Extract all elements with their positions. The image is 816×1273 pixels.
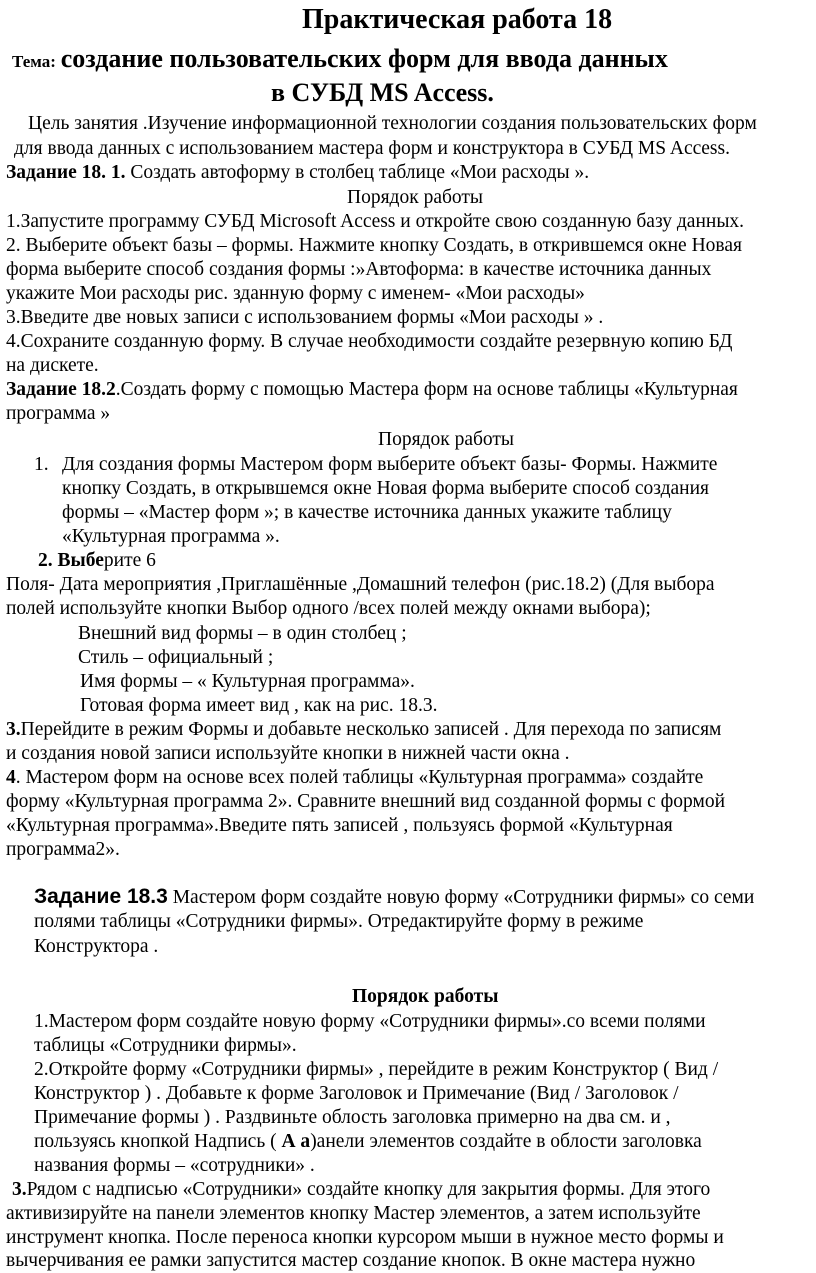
task2-item1-line-4: «Культурная программа ». [62, 526, 280, 547]
task2-fields-line-1: Поля- Дата мероприятия ,Приглашённые ,Домашний телефон (рис.18.2) (Для выбора [6, 574, 715, 595]
task3-step-line-1: 1.Мастером форм создайте новую форму «Сотрудники фирмы».со всеми полями [34, 1011, 706, 1032]
task1-line-1: 1.Запустите программу СУБД Microsoft Access и откройте свою созданную базу данных. [6, 211, 745, 232]
task2-item2 [38, 549, 156, 573]
task2-item4-line-2: форму «Культурная программа 2». Сравните внешний вид созданной формы с формой [6, 791, 726, 812]
task3-step3-line-1 [12, 1178, 710, 1202]
task2-setting-2: Стиль – официальный ; [78, 647, 274, 668]
task3-step-line-4: Конструктор ) . Добавьте к форме Заголовок и Примечание (Вид / Заголовок / [34, 1083, 679, 1104]
page-title: Практическая работа 18 [302, 4, 613, 35]
task2-item4-line-4: программа2». [6, 839, 120, 860]
task1-line-5: 3.Введите две новых записи с использованием формы «Мои расходы » . [6, 307, 604, 328]
task1-line-7: на дискете. [6, 355, 99, 376]
task2-item2-rest: рите 6 [103, 550, 156, 571]
task3-step-aa-pre: пользуясь кнопкой Надпись ( [34, 1131, 282, 1152]
task3-line-1: полями таблицы «Сотрудники фирмы». Отредактируйте форму в режиме [34, 911, 644, 932]
task1-line-3: форма выберите способ создания формы :»Автоформа: в качестве источника данных [6, 259, 712, 280]
task3-heading [34, 885, 754, 910]
goal-line-2: для ввода данных с использованием мастера форм и конструктора в СУБД MS Access. [14, 138, 730, 159]
task3-step-line-6 [34, 1130, 702, 1154]
task2-item1-number: 1. [34, 454, 49, 475]
task2-item1-line-2: кнопку Создать, в открывшемся окне Новая форма выберите способ создания [62, 478, 710, 499]
task3-step-line-5: Примечание формы ) . Раздвиньте облость заголовка примерно на два см. и , [34, 1107, 671, 1128]
task2-text: .Создать форму с помощью Мастера форм на основе таблицы «Культурная [115, 379, 738, 400]
topic-line-2: в СУБД MS Access. [271, 78, 494, 107]
task3-step3-line-4: вычерчивания ее рамки запустится мастер создание кнопок. В окне мастера нужно [6, 1250, 696, 1271]
task2-item1-line-3: формы – «Мастер форм »; в качестве источника данных укажите таблицу [62, 502, 672, 523]
task2-item4-bold: 4 [6, 767, 16, 788]
task2-procedure-heading: Порядок работы [378, 429, 515, 450]
goal-line-1: Цель занятия .Изучение информационной технологии создания пользовательских форм [28, 113, 757, 134]
task3-step3-line-2: активизируйте на панели элементов кнопку Мастер элементов, а затем используйте [6, 1203, 701, 1224]
task2-item3-line-2: и создания новой записи используйте кнопки в нижней части окна . [6, 743, 570, 764]
task2-fields-line-2: полей используйте кнопки Выбор одного /всех полей между окнами выбора); [6, 598, 651, 619]
task3-step3-bold: 3. [12, 1179, 27, 1200]
topic-text-1: создание пользовательских форм для ввода данных [60, 44, 668, 73]
task2-item3-bold: 3. [6, 719, 21, 740]
task2-heading [6, 378, 738, 402]
task1-label: Задание 18. 1. [6, 162, 126, 183]
task2-setting-3: Имя формы – « Культурная программа». [80, 671, 415, 692]
task1-line-2: 2. Выберите объект базы – формы. Нажмите кнопку Создать, в открившемся окне Новая [6, 235, 742, 256]
task3-text: Мастером форм создайте новую форму «Сотрудники фирмы» со семи [167, 887, 755, 908]
task3-procedure-heading: Порядок работы [352, 986, 499, 1007]
task1-heading [6, 161, 589, 185]
task3-step3-text-1: Рядом с надписью «Сотрудники» создайте кнопку для закрытия формы. Для этого [26, 1179, 711, 1200]
task1-line-4: укажите Мои расходы рис. зданную форму с именем- «Мои расходы» [6, 283, 585, 304]
task1-procedure-heading: Порядок работы [347, 187, 484, 208]
task3-step-aa-post: )анели элементов создайте в облости заголовка [310, 1131, 702, 1152]
task3-step-line-2: таблицы «Сотрудники фирмы». [34, 1035, 297, 1056]
task3-step-line-7: названия формы – «сотрудники» . [34, 1155, 315, 1176]
task2-setting-1: Внешний вид формы – в один столбец ; [78, 623, 407, 644]
task2-label: Задание 18.2 [6, 379, 116, 400]
task2-item2-bold: 2. Выбе [38, 550, 104, 571]
task3-step3-line-3: инструмент кнопка. После переноса кнопки курсором мыши в нужное место формы и [6, 1227, 724, 1248]
task1-line-6: 4.Сохраните созданную форму. В случае необходимости создайте резервную копию БД [6, 331, 733, 352]
task1-text: Создать автоформу в столбец таблице «Мои расходы ». [125, 162, 590, 183]
task2-item4-text-1: . Мастером форм на основе всех полей таблицы «Культурная программа» создайте [15, 767, 704, 788]
task3-step-aa-bold: А а [281, 1131, 311, 1152]
task2-heading-cont: программа » [6, 403, 111, 424]
task2-item3-line-1 [6, 718, 721, 742]
task2-item4-line-3: «Культурная программа».Введите пять записей , пользуясь формой «Культурная [6, 815, 673, 836]
task3-label: Задание 18.3 [34, 885, 168, 908]
task2-item1-line-1: Для создания формы Мастером форм выберите объект базы- Формы. Нажмите [62, 454, 718, 475]
task3-step-line-3: 2.Откройте форму «Сотрудники фирмы» , перейдите в режим Конструктор ( Вид / [34, 1059, 719, 1080]
topic-prefix: Тема: [12, 52, 56, 71]
task2-item3-text-1: Перейдите в режим Формы и добавьте несколько записей . Для перехода по записям [20, 719, 722, 740]
task2-setting-4: Готовая форма имеет вид , как на рис. 18.3. [80, 695, 438, 716]
topic-line-1 [12, 44, 668, 74]
task2-item4-line-1 [6, 766, 703, 790]
task3-line-2: Конструктора . [34, 936, 159, 957]
